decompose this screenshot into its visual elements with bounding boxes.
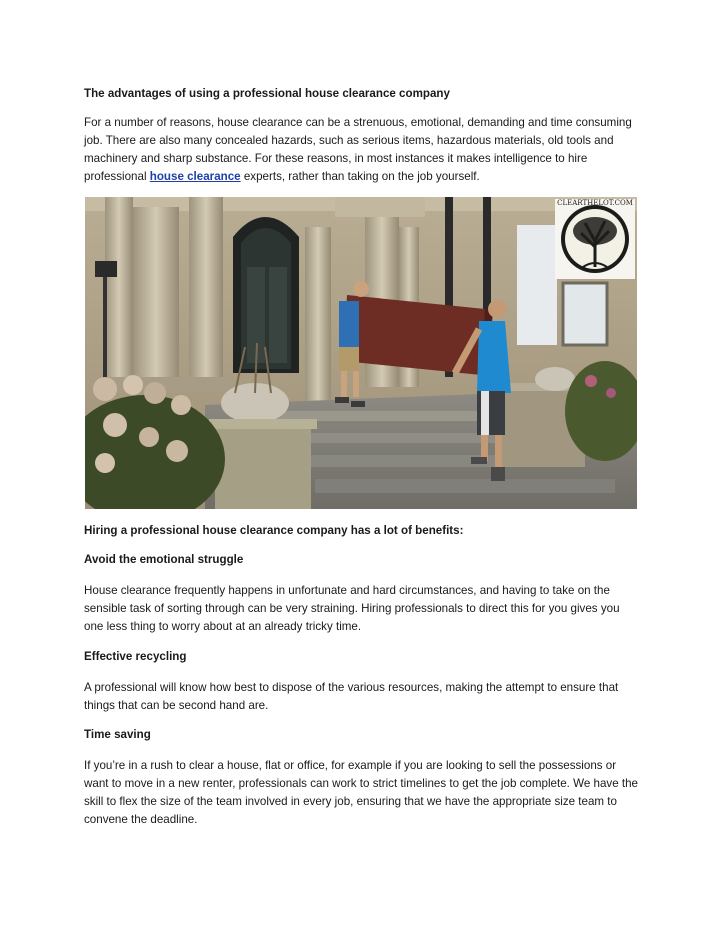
section-heading-time-saving: Time saving — [84, 728, 151, 741]
section-body-emotional: House clearance frequently happens in unfortunate and hard circumstances, and having to take on the sensible task of sorting through can be very straining. Hiring professionals to direct this for you gives you one less thing to worry about at an already tricky time. — [84, 584, 620, 633]
house-clearance-photo — [85, 197, 637, 509]
intro-text-after-link: experts, rather than taking on the job yourself. — [240, 170, 480, 183]
intro-paragraph — [84, 114, 640, 186]
section-heading-recycling: Effective recycling — [84, 650, 187, 663]
logo-text: CLEARTHELOT.COM — [557, 199, 633, 207]
section-heading-emotional: Avoid the emotional struggle — [84, 553, 244, 566]
house-clearance-link[interactable]: house clearance — [149, 170, 241, 183]
section-body-time-saving: If you’re in a rush to clear a house, flat or office, for example if you are looking to sell the possessions or want to move in a new renter, professionals can work to strict timelines to get the job complete. We have the skill to flex the size of the team involved in every job, ensuring that we have the appropriate size team to convene the deadline. — [84, 759, 638, 826]
article-title: The advantages of using a professional house clearance company — [84, 87, 450, 100]
section-body-recycling: A professional will know how best to dispose of the various resources, making the attempt to ensure that things that can be second hand are. — [84, 681, 619, 712]
benefits-heading: Hiring a professional house clearance company has a lot of benefits: — [84, 524, 464, 537]
intro-text-before-link: For a number of reasons, house clearance can be a strenuous, emotional, demanding and time consuming job. There are also many concealed hazards, such as serious items, hazardous materials, old tools and machinery and sharp substance. For these reasons, in most instances it makes intelligence to hire professional — [84, 116, 632, 183]
